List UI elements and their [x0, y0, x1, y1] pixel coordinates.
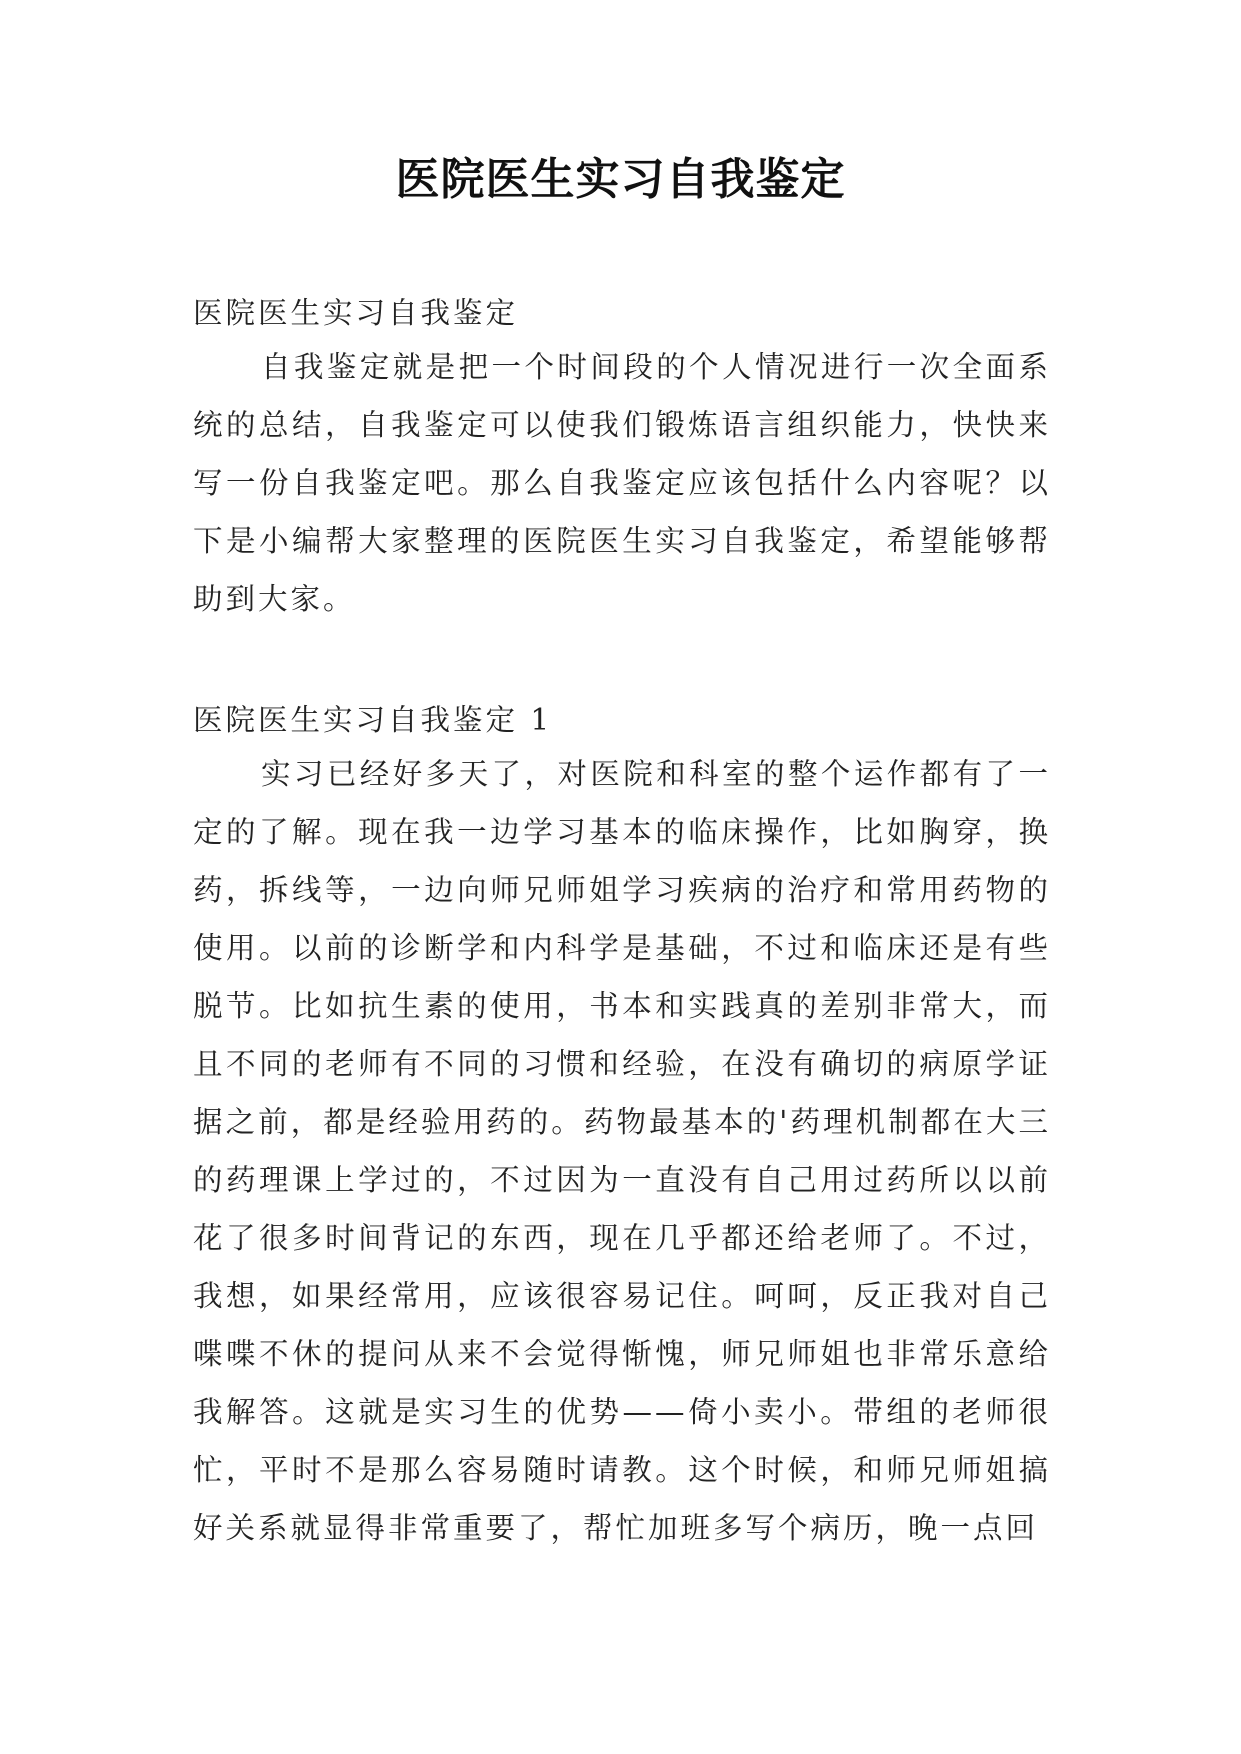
document-title: 医院医生实习自我鉴定: [395, 154, 846, 205]
section-intro: [193, 288, 1051, 628]
section-1: [193, 695, 1051, 1557]
section-paragraph: 实习已经好多天了，对医院和科室的整个运作都有了一定的了解。现在我一边学习基本的临床操作，比如胸穿，换药，拆线等，一边向师兄师姐学习疾病的治疗和常用药物的使用。以前的诊断学和内科学是基础，不过和临床还是有些脱节。比如抗生素的使用，书本和实践真的差别非常大，而且不同的老师有不同的习惯和经验，在没有确切的病原学证据之前，都是经验用药的。药物最基本的'药理机制都在大三的药理课上学过的，不过因为一直没有自己用过药所以以前花了很多时间背记的东西，现在几乎都还给老师了。不过，我想，如果经常用，应该很容易记住。呵呵，反正我对自己喋喋不休的提问从来不会觉得惭愧，师兄师姐也非常乐意给我解答。这就是实习生的优势——倚小卖小。带组的老师很忙，平时不是那么容易随时请教。这个时候，和师兄师姐搞好关系就显得非常重要了，帮忙加班多写个病历，晚一点回: [193, 757, 1051, 1545]
section-heading: 医院医生实习自我鉴定: [193, 296, 519, 330]
section-paragraph: 自我鉴定就是把一个时间段的个人情况进行一次全面系统的总结，自我鉴定可以使我们锻炼语言组织能力，快快来写一份自我鉴定吧。那么自我鉴定应该包括什么内容呢？以下是小编帮大家整理的医院医生实习自我鉴定，希望能够帮助到大家。: [193, 350, 1051, 616]
section-heading: 医院医生实习自我鉴定 1: [193, 703, 553, 737]
